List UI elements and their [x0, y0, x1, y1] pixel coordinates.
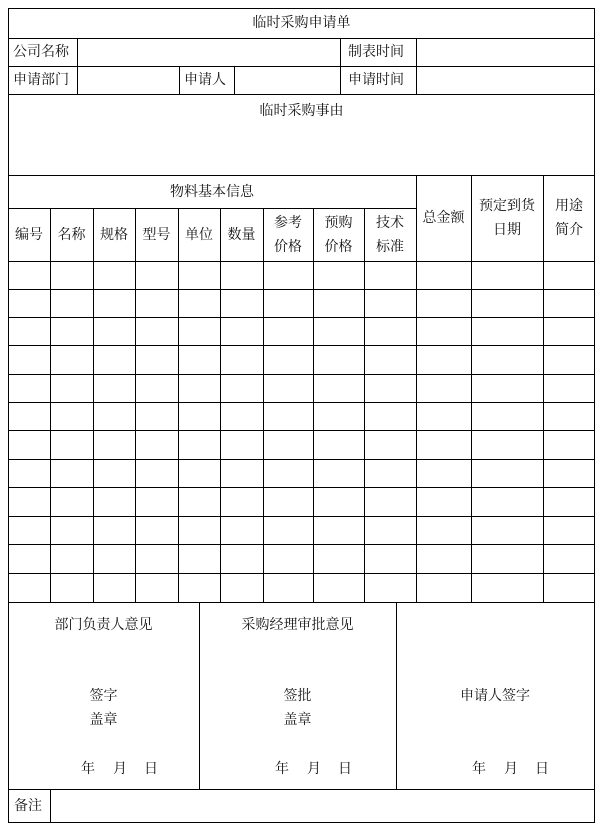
purchase-reason-label: 临时采购事由 [259, 103, 344, 119]
col-pre-price-line2: 价格 [324, 239, 353, 255]
col-pre-price-line1: 预购 [324, 215, 353, 231]
col-quantity: 数量 [227, 227, 256, 243]
divider [77, 38, 78, 94]
dept-seal-label: 盖章 [89, 712, 118, 728]
col-delivery-date-line2: 日期 [493, 222, 521, 238]
col-serial: 编号 [15, 227, 43, 243]
col-total-amount: 总金额 [422, 210, 465, 226]
col-ref-price-line2: 价格 [274, 239, 302, 255]
rule [8, 544, 595, 545]
rule [8, 208, 416, 209]
divider [179, 66, 180, 94]
divider [471, 175, 472, 602]
rule [8, 789, 595, 790]
rule [8, 175, 595, 176]
col-spec: 规格 [100, 227, 128, 243]
divider [313, 208, 314, 602]
rule [8, 430, 595, 431]
rule [8, 38, 595, 39]
purchase-manager-opinion-label: 采购经理审批意见 [241, 617, 354, 633]
rule [8, 317, 595, 318]
col-tech-std-line1: 技术 [376, 215, 404, 231]
border-right [594, 8, 595, 823]
applicant-date-year: 年 [472, 761, 486, 777]
col-name: 名称 [57, 227, 86, 243]
rule [8, 487, 595, 488]
rule [8, 66, 595, 67]
col-model: 型号 [142, 227, 171, 243]
border-bottom [8, 822, 595, 823]
divider [178, 208, 179, 602]
divider [340, 38, 341, 94]
rule [8, 459, 595, 460]
col-ref-price-line1: 参考 [274, 215, 302, 231]
rule [8, 374, 595, 375]
col-purpose-line2: 简介 [555, 222, 583, 238]
table-date-label: 制表时间 [348, 44, 404, 60]
applicant-sign-label: 申请人签字 [460, 688, 530, 704]
dept-date-day: 日 [144, 761, 158, 777]
divider [263, 208, 264, 602]
border-top [8, 8, 595, 9]
manager-approve-label: 签批 [283, 688, 312, 704]
rule [8, 573, 595, 574]
form-title: 临时采购申请单 [252, 15, 351, 31]
remarks-label: 备注 [14, 798, 42, 814]
dept-date-year: 年 [81, 761, 95, 777]
divider [135, 208, 136, 602]
purchase-request-form [8, 8, 595, 823]
manager-seal-label: 盖章 [283, 712, 312, 728]
rule [8, 345, 595, 346]
col-delivery-date-line1: 预定到货 [479, 198, 535, 214]
material-info-label: 物料基本信息 [170, 184, 254, 200]
rule [8, 602, 595, 603]
rule [8, 516, 595, 517]
col-unit: 单位 [185, 227, 213, 243]
divider [50, 208, 51, 602]
divider [364, 208, 365, 602]
dept-date-month: 月 [113, 761, 127, 777]
dept-sign-label: 签字 [89, 688, 118, 704]
divider [50, 789, 51, 823]
divider [220, 208, 221, 602]
company-name-label: 公司名称 [13, 44, 69, 60]
rule [8, 261, 595, 262]
dept-head-opinion-label: 部门负责人意见 [54, 617, 153, 633]
applicant-date-day: 日 [535, 761, 549, 777]
col-tech-std-line2: 标准 [376, 239, 404, 255]
divider [416, 38, 417, 94]
divider [543, 175, 544, 602]
apply-date-label: 申请时间 [348, 72, 404, 88]
manager-date-month: 月 [307, 761, 321, 777]
applicant-label: 申请人 [184, 72, 226, 88]
manager-date-day: 日 [338, 761, 352, 777]
apply-dept-label: 申请部门 [13, 72, 69, 88]
col-purpose-line1: 用途 [555, 198, 583, 214]
rule [8, 94, 595, 95]
manager-date-year: 年 [275, 761, 289, 777]
rule [8, 289, 595, 290]
rule [8, 402, 595, 403]
applicant-date-month: 月 [504, 761, 518, 777]
divider [93, 208, 94, 602]
divider [416, 175, 417, 602]
divider [234, 66, 235, 94]
